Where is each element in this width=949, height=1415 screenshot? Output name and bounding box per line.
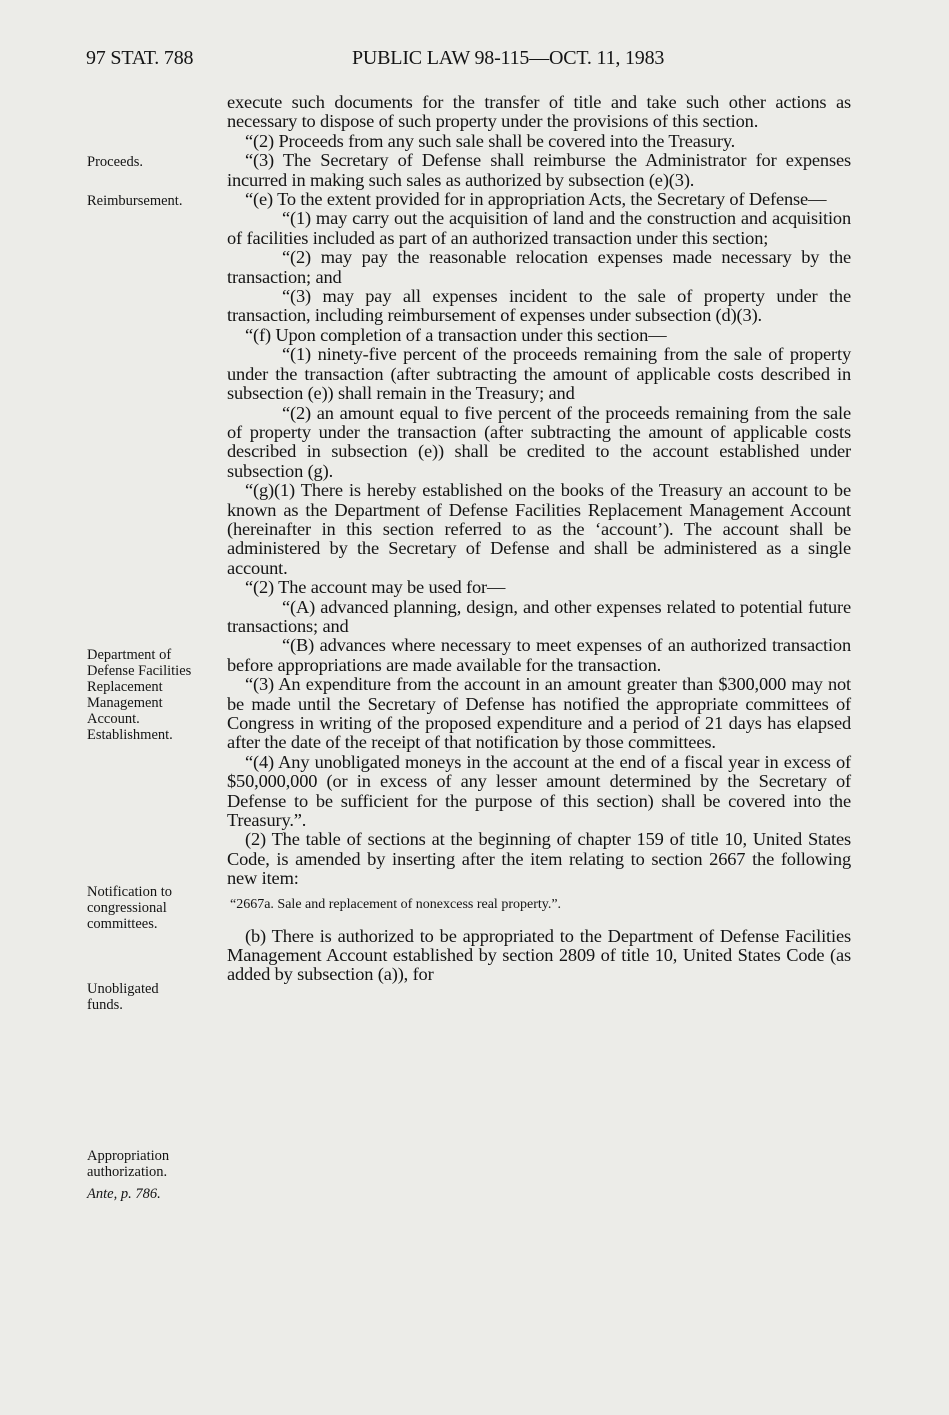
page-reference: 97 STAT. 788 <box>86 47 194 69</box>
paragraph: (b) There is authorized to be appropriated to the Department of Defense Facilities Management Account established by section 2809 of title 10, United States Code (as added by subsection (a)), for <box>227 925 851 985</box>
paragraph: “(3) The Secretary of Defense shall reimburse the Administrator for expenses incurred in making such sales as authorized by subsection (e)(3). <box>227 150 851 190</box>
law-title: PUBLIC LAW 98-115—OCT. 11, 1983 <box>352 47 665 69</box>
margin-note-reimbursement: Reimbursement. <box>87 193 183 209</box>
paragraph: “(f) Upon completion of a transaction under this section— <box>245 324 667 345</box>
paragraph: “(2) an amount equal to five percent of the proceeds remaining from the sale of property under the transaction (after subtracting the amount of applicable costs described in subsection (e)) shall be credited to the account established under subsection (g). <box>227 402 851 481</box>
paragraph: “(3) An expenditure from the account in an amount greater than $300,000 may not be made until the Secretary of Defense has notified the appropriate committees of Congress in writing of the proposed expenditure and a period of 21 days has elapsed after the date of the receipt of that notification by those committees. <box>227 674 851 753</box>
paragraph: “(2) Proceeds from any such sale shall be covered into the Treasury. <box>245 130 736 151</box>
margin-note-proceeds: Proceeds. <box>87 154 143 170</box>
body-text <box>227 93 851 985</box>
table-of-sections-item: “2667a. Sale and replacement of nonexcess real property.”. <box>230 896 562 912</box>
margin-note-ante: Ante, p. 786. <box>87 1186 161 1202</box>
paragraph: “(2) The account may be used for— <box>245 577 506 598</box>
paragraph: execute such documents for the transfer of title and take such other actions as necessary to dispose of such property under the provisions of this section. <box>227 92 851 132</box>
paragraph: “(A) advanced planning, design, and other expenses related to potential future transactions; and <box>227 596 851 636</box>
paragraph: “(g)(1) There is hereby established on the books of the Treasury an account to be known as the Department of Defense Facilities Replacement Management Account (hereinafter in this section referred to as the ‘account’). The account shall be administered by the Secretary of Defense and shall be administered as a single account. <box>227 480 851 578</box>
paragraph: “(2) may pay the reasonable relocation expenses made necessary by the transaction; and <box>227 247 851 287</box>
margin-note-notification: Notification to congressional committees. <box>87 884 172 932</box>
paragraph: “(1) ninety-five percent of the proceeds remaining from the sale of property under the transaction (after subtracting the amount of applicable costs described in subsection (e)) shall remain in the Treasury; and <box>227 344 851 404</box>
margin-note-unobligated: Unobligated funds. <box>87 981 159 1013</box>
margin-note-appropriation: Appropriation authorization. <box>87 1148 170 1180</box>
paragraph: “(3) may pay all expenses incident to the sale of property under the transaction, including reimbursement of expenses under subsection (d)(3). <box>227 286 851 326</box>
paragraph: (2) The table of sections at the beginning of chapter 159 of title 10, United States Code, is amended by inserting after the item relating to section 2667 the following new item: <box>227 829 851 889</box>
paragraph: “(4) Any unobligated moneys in the account at the end of a fiscal year in excess of $50,000,000 (or in excess of any lesser amount determined by the Secretary of Defense to be sufficient for the purpose of this section) shall be covered into the Treasury.”. <box>227 751 851 831</box>
margin-note-account-establishment: Department of Defense Facilities Replacement Management Account. Establishment. <box>87 647 192 743</box>
paragraph: “(e) To the extent provided for in appropriation Acts, the Secretary of Defense— <box>245 189 827 210</box>
paragraph: “(B) advances where necessary to meet expenses of an authorized transaction before appropriations are made available for the transaction. <box>227 635 851 675</box>
paragraph: “(1) may carry out the acquisition of land and the construction and acquisition of facilities included as part of an authorized transaction under this section; <box>227 208 851 248</box>
